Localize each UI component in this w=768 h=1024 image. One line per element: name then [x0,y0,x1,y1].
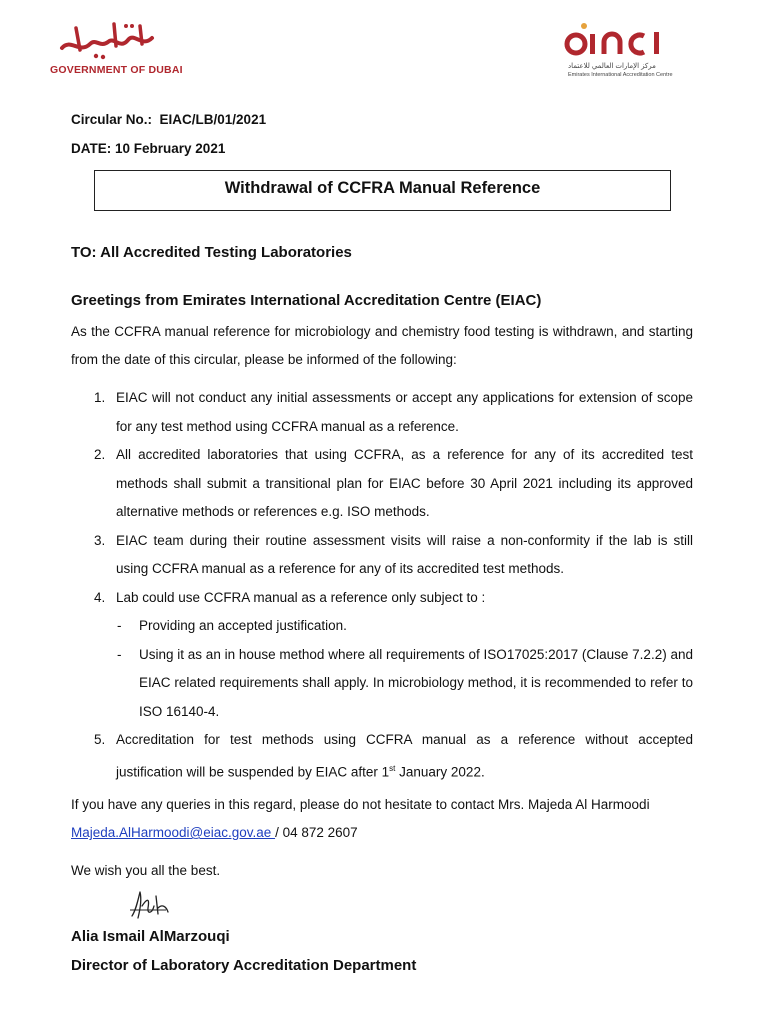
circular-date [71,141,225,156]
eiac-arabic-name: مركز الإمارات العالمي للاعتماد [568,63,656,70]
circular-number [71,112,266,127]
list-item-text-start: Accreditation for test methods using CCFRA manual as a reference without accepted justification will be suspended by EIAC after 1 [116,732,693,779]
circular-number-value: EIAC/LB/01/2021 [159,112,267,127]
list-item [71,441,693,527]
recipient-line: TO: All Accredited Testing Laboratories [71,244,352,261]
list-item-text: EIAC will not conduct any initial assessments or accept any applications for extension of scope for any test method using CCFRA manual as a reference. [116,390,693,434]
contact-phone: / 04 872 2607 [275,825,358,840]
list-item-number: 4. [94,589,106,605]
signatory-title: Director of Laboratory Accreditation Department [71,957,417,974]
government-of-dubai-text: GOVERNMENT OF DUBAI [50,64,183,76]
sub-list-dash: - [117,646,122,662]
list-item-superscript: st [389,763,396,773]
circular-number-label: Circular No.: [71,112,153,127]
government-of-dubai-logo [50,18,183,80]
intro-paragraph [71,318,693,374]
list-item-text: Lab could use CCFRA manual as a reference only subject to : [116,589,486,605]
list-item-number: 5. [94,732,106,747]
list-item-number: 3. [94,532,106,548]
title-box [94,170,671,211]
sub-list-text: Using it as an in house method where all requirements of ISO17025:2017 (Clause 7.2.2) and EIAC related requirements shall apply. In microbiology method, it is recommended to refer to ISO 16140-4. [139,646,693,719]
circular-date-label: DATE: [71,141,112,156]
handwritten-signature-icon [128,886,172,922]
sub-list-item [71,641,693,727]
circular-date-value: 10 February 2021 [115,141,226,156]
list-item-text: All accredited laboratories that using CCFRA, as a reference for any of its accredited test methods shall submit a transitional plan for EIAC before 30 April 2021 including its approved alternative methods or references e.g. ISO methods. [116,447,693,519]
list-item-number: 1. [94,390,106,405]
list-item-text-end: January 2022. [395,764,485,779]
list-item [71,527,693,584]
list-item [71,384,693,441]
eiac-logo [564,22,692,82]
eiac-logo-mark-icon [564,22,684,60]
numbered-list [71,384,693,787]
closing-line: We wish you all the best. [71,863,221,878]
sub-list-dash: - [117,618,122,633]
greeting-heading: Greetings from Emirates International Accreditation Centre (EIAC) [71,292,542,309]
contact-text: If you have any queries in this regard, please do not hesitate to contact Mrs. Majeda Al Harmoodi [71,797,650,812]
document-title: Withdrawal of CCFRA Manual Reference [224,179,541,197]
sub-list-text: Providing an accepted justification. [139,618,347,633]
list-item [71,584,693,613]
list-item-text: EIAC team during their routine assessment visits will raise a non-conformity if the lab is still using CCFRA manual as a reference for any of its accredited test methods. [116,532,693,576]
signatory-name: Alia Ismail AlMarzouqi [71,928,230,945]
sub-list-item [71,612,693,641]
eiac-english-name: Emirates International Accreditation Centre [568,72,673,78]
contact-paragraph [71,791,693,847]
dubai-arabic-calligraphy-icon [56,18,160,62]
list-item-number: 2. [94,447,106,462]
contact-email-link[interactable]: Majeda.AlHarmoodi@eiac.gov.ae [71,825,276,840]
list-item [71,726,693,787]
intro-text: As the CCFRA manual reference for microbiology and chemistry food testing is withdrawn, and starting from the date of this circular, please be informed of the following: [71,324,693,367]
